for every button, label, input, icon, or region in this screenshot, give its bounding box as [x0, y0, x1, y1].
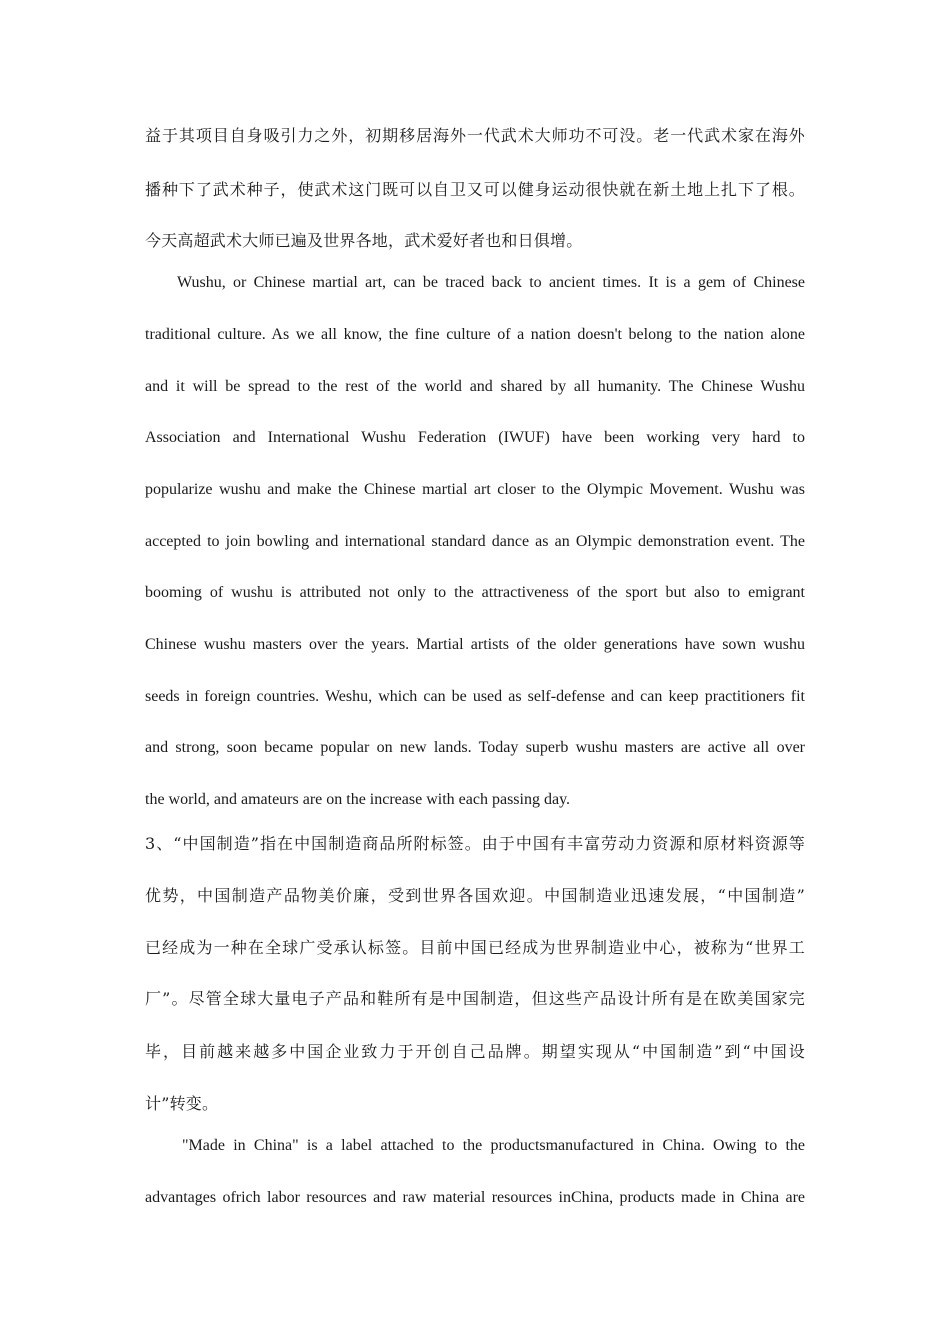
paragraph-2-line-6: accepted to join bowling and international standard dance as an Olympic demonstration event. The [145, 533, 805, 550]
paragraph-1-line-3: 今天高超武术大师已遍及世界各地，武术爱好者也和日俱增。 [145, 231, 583, 250]
paragraph-2-line-3: and it will be spread to the rest of the world and shared by all humanity. The Chinese Wushu [145, 378, 805, 395]
paragraph-4-line-2: advantages ofrich labor resources and raw material resources inChina, products made in China are [145, 1189, 805, 1206]
paragraph-2-line-9: seeds in foreign countries. Weshu, which can be used as self-defense and can keep practitioners fit [145, 688, 805, 705]
paragraph-1-line-2: 播种下了武术种子，使武术这门既可以自卫又可以健身运动很快就在新土地上扎下了根。 [145, 180, 805, 199]
paragraph-1-line-1: 益于其项目自身吸引力之外，初期移居海外一代武术大师功不可没。老一代武术家在海外 [145, 126, 805, 145]
paragraph-3-line-5: 毕，目前越来越多中国企业致力于开创自己品牌。期望实现从“中国制造”到“中国设 [145, 1042, 805, 1061]
paragraph-2-line-2: traditional culture. As we all know, the fine culture of a nation doesn't belong to the nation alone [145, 326, 805, 343]
paragraph-3-line-2: 优势，中国制造产品物美价廉，受到世界各国欢迎。中国制造业迅速发展，“中国制造” [145, 886, 805, 905]
paragraph-2-line-7: booming of wushu is attributed not only to the attractiveness of the sport but also to emigrant [145, 584, 805, 601]
paragraph-3-line-1: 3、“中国制造”指在中国制造商品所附标签。由于中国有丰富劳动力资源和原材料资源等 [145, 834, 805, 853]
paragraph-4-line-1: "Made in China" is a label attached to the productsmanufactured in China. Owing to the [182, 1137, 805, 1154]
paragraph-2-line-5: popularize wushu and make the Chinese martial art closer to the Olympic Movement. Wushu was [145, 481, 805, 498]
paragraph-2-line-1: Wushu, or Chinese martial art, can be traced back to ancient times. It is a gem of Chinese [177, 274, 805, 291]
paragraph-2-line-4: Association and International Wushu Federation (IWUF) have been working very hard to [145, 429, 805, 446]
paragraph-3-line-4: 厂”。尽管全球大量电子产品和鞋所有是中国制造，但这些产品设计所有是在欧美国家完 [145, 989, 805, 1008]
paragraph-2-line-8: Chinese wushu masters over the years. Martial artists of the older generations have sown wushu [145, 636, 805, 653]
paragraph-2-line-10: and strong, soon became popular on new lands. Today superb wushu masters are active all over [145, 739, 805, 756]
paragraph-3-line-6: 计”转变。 [145, 1094, 219, 1113]
paragraph-2-line-11: the world, and amateurs are on the increase with each passing day. [145, 791, 571, 808]
paragraph-3-line-3: 已经成为一种在全球广受承认标签。目前中国已经成为世界制造业中心，被称为“世界工 [145, 938, 805, 957]
